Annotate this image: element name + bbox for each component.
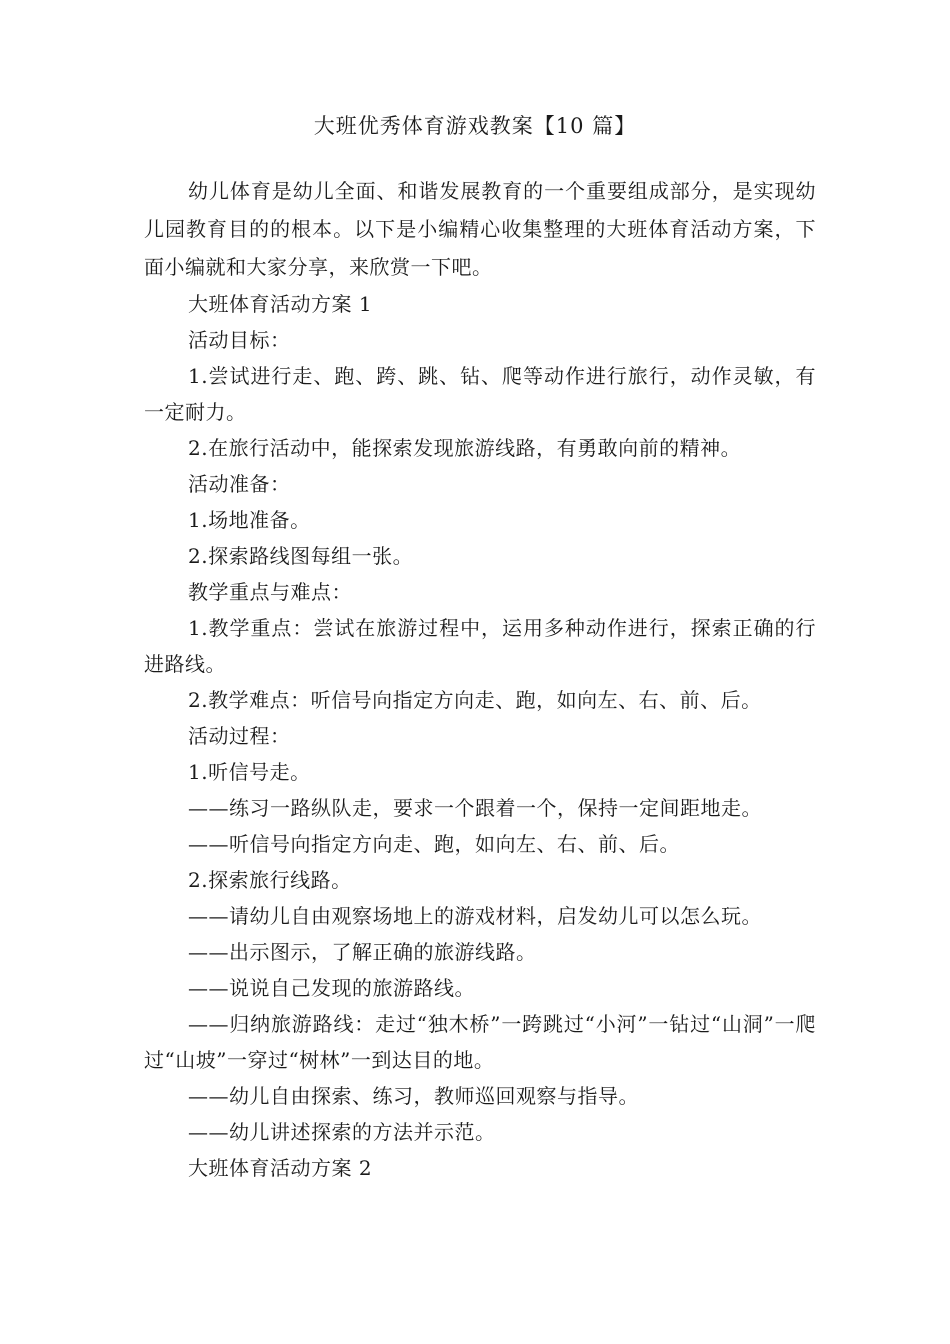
- process-detail: ——幼儿自由探索、练习，教师巡回观察与指导。: [188, 1084, 639, 1108]
- subheading-process: 活动过程：: [188, 724, 291, 748]
- document-title: 大班优秀体育游戏教案【10 篇】: [313, 114, 637, 138]
- process-detail: ——出示图示，了解正确的旅游线路。: [188, 940, 537, 964]
- section-heading-1: 大班体育活动方案 1: [188, 292, 373, 316]
- key-point-item-2: 2.教学难点：听信号向指定方向走、跑，如向左、右、前、后。: [188, 688, 762, 712]
- process-detail: ——幼儿讲述探索的方法并示范。: [188, 1120, 496, 1144]
- preparation-item-2: 2.探索路线图每组一张。: [188, 544, 414, 568]
- goal-item-1: 1.尝试进行走、跑、跨、跳、钻、爬等动作进行旅行，动作灵敏，有一定耐力。: [144, 364, 816, 424]
- document-body: [144, 172, 816, 1186]
- key-point-item-1: 1.教学重点：尝试在旅游过程中，运用多种动作进行，探索正确的行进路线。: [144, 616, 816, 676]
- preparation-item-1: 1.场地准备。: [188, 508, 311, 532]
- section-heading-2: 大班体育活动方案 2: [188, 1156, 373, 1180]
- goal-item-2: 2.在旅行活动中，能探索发现旅游线路，有勇敢向前的精神。: [188, 436, 742, 460]
- process-step-1: 1.听信号走。: [188, 760, 311, 784]
- intro-paragraph: 幼儿体育是幼儿全面、和谐发展教育的一个重要组成部分，是实现幼儿园教育目的的根本。以下是小编精心收集整理的大班体育活动方案，下面小编就和大家分享，来欣赏一下吧。: [144, 179, 816, 279]
- process-detail: ——练习一路纵队走，要求一个跟着一个，保持一定间距地走。: [188, 796, 762, 820]
- process-step-2: 2.探索旅行线路。: [188, 868, 352, 892]
- subheading-goals: 活动目标：: [188, 328, 291, 352]
- process-detail: ——归纳旅游路线：走过“独木桥”一跨跳过“小河”一钻过“山洞”一爬过“山坡”一穿过“树林”一到达目的地。: [144, 1012, 816, 1072]
- subheading-key-points: 教学重点与难点：: [188, 580, 352, 604]
- subheading-preparation: 活动准备：: [188, 472, 291, 496]
- process-detail: ——听信号向指定方向走、跑，如向左、右、前、后。: [188, 832, 680, 856]
- process-detail: ——说说自己发现的旅游路线。: [188, 976, 475, 1000]
- process-detail: ——请幼儿自由观察场地上的游戏材料，启发幼儿可以怎么玩。: [188, 904, 762, 928]
